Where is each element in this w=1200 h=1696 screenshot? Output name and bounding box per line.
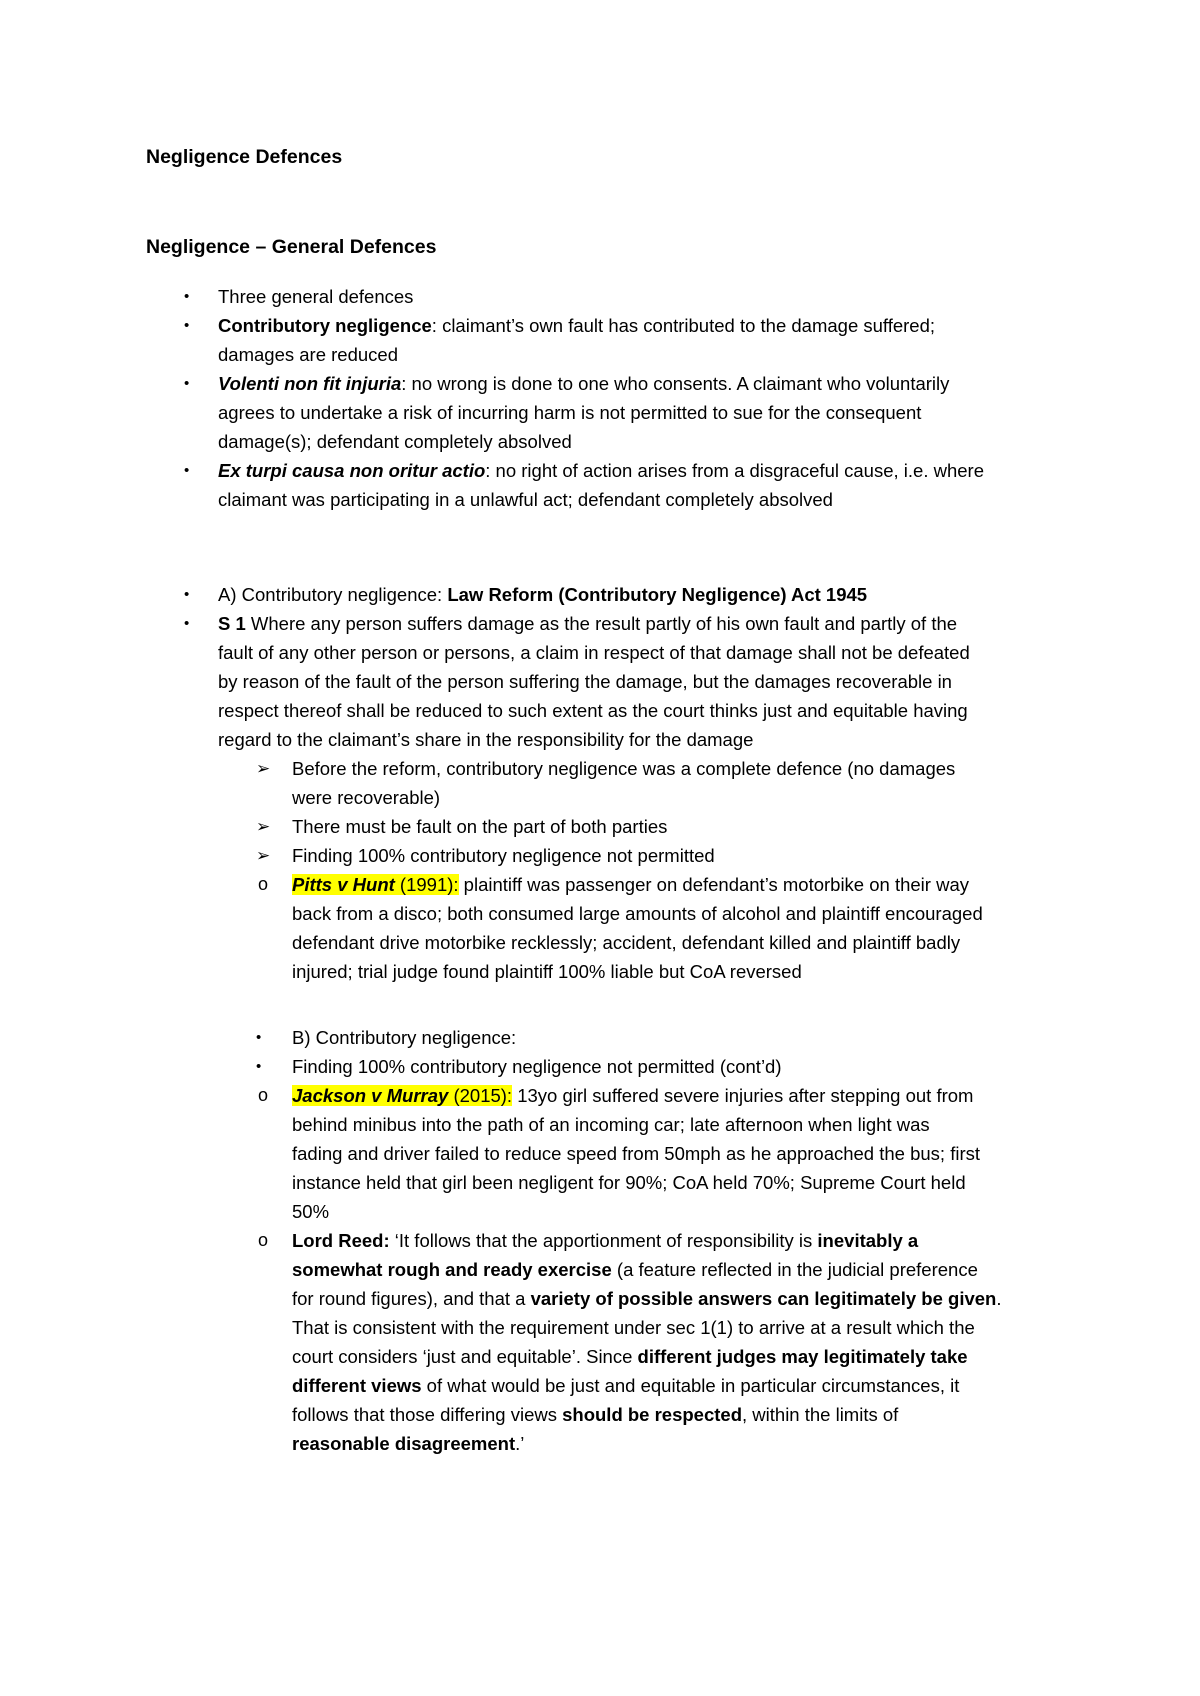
section-heading: Negligence – General Defences bbox=[146, 236, 437, 258]
circle-bullet-icon: o bbox=[258, 1085, 269, 1105]
list-item: • Ex turpi causa non oritur actio: no right of action arises from a disgraceful cause, i.e. where claimant was participating in a unlawful act; defendant completely absolved bbox=[0, 456, 1200, 514]
arrow-bullet-icon: ➢ bbox=[256, 817, 271, 836]
term: Ex turpi causa non oritur actio bbox=[218, 460, 486, 481]
list-item: • B) Contributory negligence: bbox=[0, 1023, 1200, 1052]
circle-bullet-icon: o bbox=[258, 874, 269, 894]
sub-list-item: ➢ There must be fault on the part of both parties bbox=[0, 812, 1200, 841]
section-label: S 1 bbox=[218, 613, 246, 634]
judge-name: Lord Reed: bbox=[292, 1230, 390, 1251]
arrow-bullet-icon: ➢ bbox=[256, 846, 271, 865]
circle-bullet-icon: o bbox=[258, 1230, 269, 1250]
case-name: Jackson v Murray bbox=[292, 1085, 449, 1106]
term: Contributory negligence bbox=[218, 315, 432, 336]
bullet-icon: • bbox=[184, 288, 190, 305]
bullet-icon: • bbox=[184, 615, 190, 632]
section-b-list bbox=[0, 1023, 1200, 1458]
list-item: • Three general defences bbox=[0, 282, 1200, 311]
section-a-list bbox=[0, 580, 1200, 986]
bullet-icon: • bbox=[184, 586, 190, 603]
list-item: • A) Contributory negligence: Law Reform (Contributory Negligence) Act 1945 bbox=[0, 580, 1200, 609]
case-name: Pitts v Hunt bbox=[292, 874, 395, 895]
bullet-icon: • bbox=[184, 317, 190, 334]
list-item: • S 1 Where any person suffers damage as the result partly of his own fault and partly of the fault of any other person or persons, a claim in respect of that damage shall not be defeated by reason of the fault of the person suffering the damage, but the damages recoverable in respect thereof shall be reduced to such extent as the court thinks just and equitable having regard to the claimant’s share in the responsibility for the damage bbox=[0, 609, 1200, 754]
general-defences-list bbox=[0, 282, 1200, 514]
sub-list-item: ➢ Before the reform, contributory negligence was a complete defence (no damages were recoverable) bbox=[0, 754, 1200, 812]
list-item: • Finding 100% contributory negligence not permitted (cont’d) bbox=[0, 1052, 1200, 1081]
page-title: Negligence Defences bbox=[146, 146, 343, 168]
bullet-icon: • bbox=[256, 1058, 262, 1075]
term: Volenti non fit injuria bbox=[218, 373, 402, 394]
list-item: • Contributory negligence: claimant’s own fault has contributed to the damage suffered; damages are reduced bbox=[0, 311, 1200, 369]
bullet-icon: • bbox=[184, 375, 190, 392]
bullet-icon: • bbox=[256, 1029, 262, 1046]
sub-list-item: o Jackson v Murray (2015): 13yo girl suffered severe injuries after stepping out from behind minibus into the path of an incoming car; late afternoon when light was fading and driver failed to reduce speed from 50mph as he approached the bus; first instance held that girl been negligent for 90%; CoA held 70%; Supreme Court held 50% bbox=[0, 1081, 1200, 1226]
sub-list-item: o Pitts v Hunt (1991): plaintiff was passenger on defendant’s motorbike on their way back from a disco; both consumed large amounts of alcohol and plaintiff encouraged defendant drive motorbike recklessly; accident, defendant killed and plaintiff badly injured; trial judge found plaintiff 100% liable but CoA reversed bbox=[0, 870, 1200, 986]
act-title: Law Reform (Contributory Negligence) Act 1945 bbox=[447, 584, 868, 605]
arrow-bullet-icon: ➢ bbox=[256, 759, 271, 778]
list-item: • Volenti non fit injuria: no wrong is done to one who consents. A claimant who voluntarily agrees to undertake a risk of incurring harm is not permitted to sue for the consequent damage(s); defendant completely absolved bbox=[0, 369, 1200, 456]
bullet-icon: • bbox=[184, 462, 190, 479]
sub-list-item: o Lord Reed: ‘It follows that the apportionment of responsibility is inevitably a somewhat rough and ready exercise (a feature reflected in the judicial preference for round figures), and that a variety of possible answers can legitimately be given. That is consistent with the requirement under sec 1(1) to arrive at a result which the court considers ‘just and equitable’. Since different judges may legitimately take different views of what would be just and equitable in particular circumstances, it follows that those differing views should be respected, within the limits of reasonable disagreement.’ bbox=[0, 1226, 1200, 1458]
sub-list-item: ➢ Finding 100% contributory negligence not permitted bbox=[0, 841, 1200, 870]
